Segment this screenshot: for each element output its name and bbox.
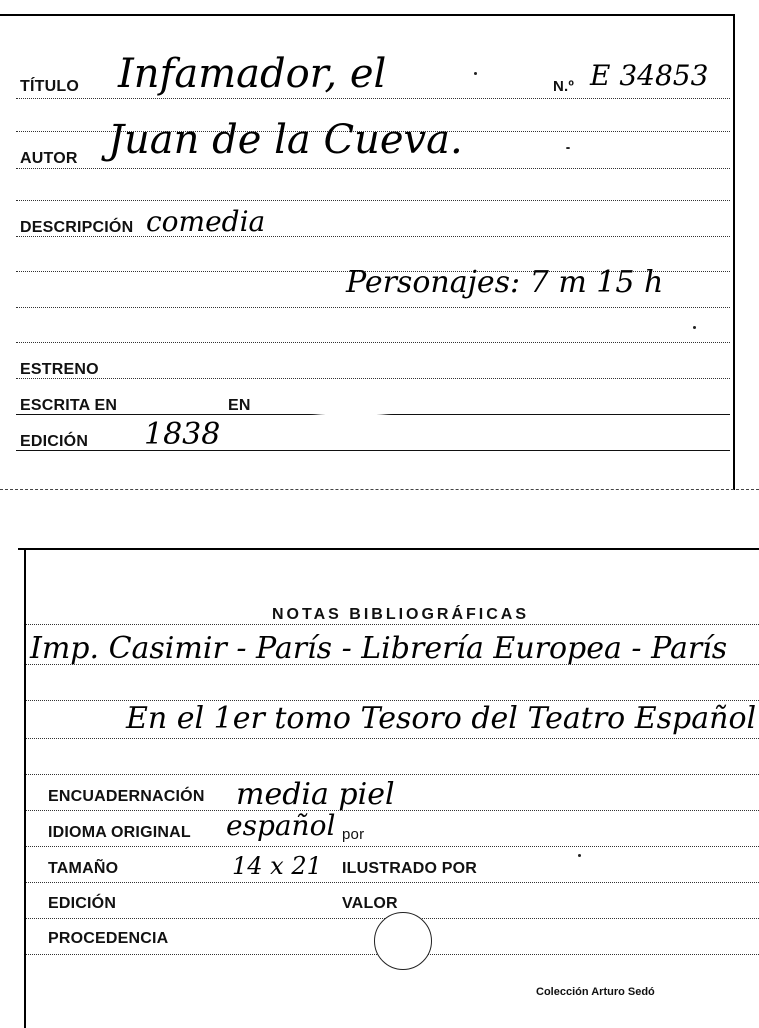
- ruled-line: [16, 378, 730, 379]
- label-edicion-2: EDICIÓN: [48, 895, 117, 912]
- label-procedencia: PROCEDENCIA: [48, 930, 169, 947]
- label-estreno: ESTRENO: [20, 361, 99, 378]
- ink-speck: [566, 147, 570, 149]
- card-bottom-edge: [0, 489, 759, 490]
- handwritten-personajes: Personajes: 7 m 15 h: [346, 265, 664, 300]
- ink-speck: [578, 854, 581, 857]
- ruled-line: [26, 738, 759, 739]
- catalog-card-top: [0, 0, 759, 492]
- ruled-line: [16, 98, 730, 99]
- catalog-card-bottom: [0, 540, 759, 1028]
- ruled-line: [16, 307, 730, 308]
- handwritten-tamano: 14 x 21: [232, 852, 322, 880]
- handwritten-autor: Juan de la Cueva.: [108, 117, 463, 163]
- label-por: por: [342, 826, 365, 843]
- ink-speck: [474, 72, 477, 75]
- ruled-line: [16, 450, 730, 451]
- label-en: EN: [228, 397, 251, 414]
- label-numero: N.º: [553, 78, 575, 95]
- ruled-line: [26, 774, 759, 775]
- label-valor: VALOR: [342, 895, 398, 912]
- collection-credit: Colección Arturo Sedó: [536, 986, 655, 998]
- label-encuadernacion: ENCUADERNACIÓN: [48, 788, 205, 805]
- note-line-2: En el 1er tomo Tesoro del Teatro Español: [126, 701, 757, 736]
- ruled-line: [16, 168, 730, 169]
- card-top-border: [0, 14, 735, 16]
- handwritten-titulo: Infamador, el: [118, 51, 387, 97]
- label-tamano: TAMAÑO: [48, 860, 119, 877]
- label-titulo: TÍTULO: [20, 78, 79, 95]
- ink-speck: [693, 326, 696, 329]
- handwritten-numero: E 34853: [590, 59, 709, 92]
- handwritten-descripcion: comedia: [146, 205, 266, 238]
- card-top-border: [18, 548, 759, 550]
- paper-hole-mark: [322, 396, 380, 422]
- ruled-line: [16, 200, 730, 201]
- label-ilustrado-por: ILUSTRADO POR: [342, 860, 478, 877]
- note-line-1: Imp. Casimir - París - Librería Europea - París: [30, 631, 728, 666]
- label-idioma-original: IDIOMA ORIGINAL: [48, 824, 191, 841]
- ruled-line: [26, 624, 759, 625]
- ruled-line: [16, 342, 730, 343]
- handwritten-edicion: 1838: [144, 417, 221, 452]
- card-right-border: [733, 14, 735, 490]
- ruled-line: [26, 846, 759, 847]
- ruled-line: [26, 882, 759, 883]
- handwritten-encuadernacion: media piel: [236, 777, 395, 812]
- label-descripcion: DESCRIPCIÓN: [20, 219, 134, 236]
- notas-heading: NOTAS BIBLIOGRÁFICAS: [272, 606, 530, 623]
- label-edicion: EDICIÓN: [20, 433, 89, 450]
- label-escrita-en: ESCRITA EN: [20, 397, 118, 414]
- handwritten-idioma: español: [226, 809, 336, 842]
- card-left-border: [24, 548, 26, 1028]
- punched-hole: [374, 912, 432, 970]
- label-autor: AUTOR: [20, 150, 78, 167]
